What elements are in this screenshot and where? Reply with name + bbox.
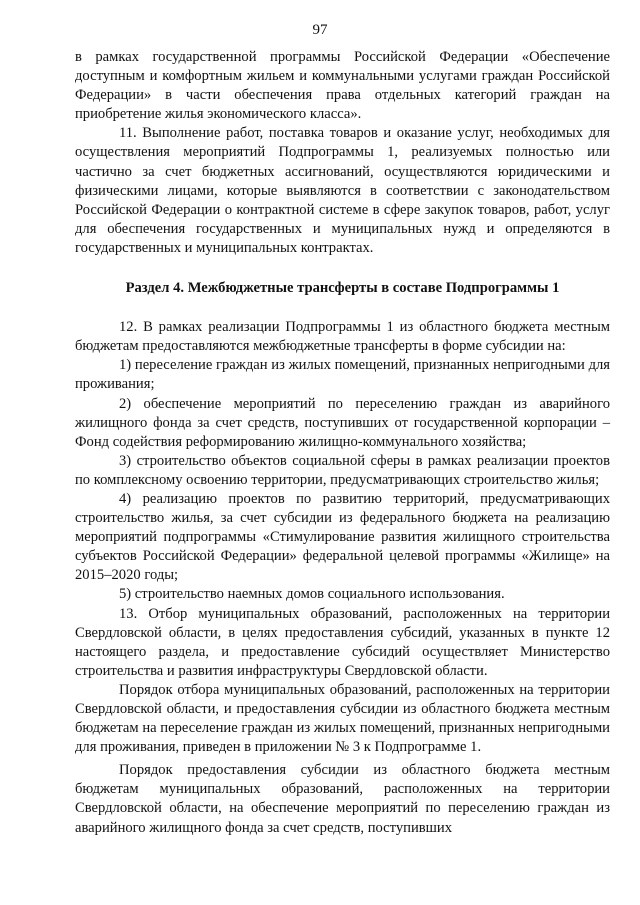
page-number: 97 [312,22,328,38]
paragraph-13: 13. Отбор муниципальных образований, расположенных на территории Свердловской области, в целях предоставления субсидий, указанных в пункте 12 настоящего раздела, и предоставление субсидий осуществляет Министерство строительства и развития инфраструктуры Свердловской области. [75,605,610,679]
list-item-3: 3) строительство объектов социальной сферы в рамках реализации проектов по комплексному освоению территории, предусматривающих строительство жилья; [75,452,610,488]
list-item-4: 4) реализацию проектов по развитию территорий, предусматривающих строительство жилья, за счет субсидии из федерального бюджета на реализацию мероприятий подпрограммы «Стимулирование развития жилищного строительства субъектов Российской Федерации» федеральной целевой программы «Жилище» на 2015–2020 годы; [75,490,610,584]
paragraph-order-selection: Порядок отбора муниципальных образований, расположенных на территории Свердловской области, и предоставления субсидии из областного бюджета местным бюджетам на переселение граждан из жилых помещений, признанных непригодными для проживания, приведен в приложении № 3 к Подпрограмме 1. [75,681,610,756]
document-body [75,48,610,838]
paragraph-11: 11. Выполнение работ, поставка товаров и оказание услуг, необходимых для осуществления мероприятий Подпрограммы 1, реализуемых полностью или частично за счет бюджетных ассигнований, осуществляются юридическими и физическими лицами, которые выявляются в соответствии с законодательством Российской Федерации о контрактной системе в сфере закупок товаров, работ, услуг для обеспечения государственных и муниципальных нужд и определяются в государственных и муниципальных контрактах. [75,125,610,256]
list-item-2: 2) обеспечение мероприятий по переселению граждан из аварийного жилищного фонда за счет средств, поступивших от государственной корпорации – Фонд содействия реформированию жилищно-коммунального хозяйства; [75,395,610,450]
paragraph-12: 12. В рамках реализации Подпрограммы 1 из областного бюджета местным бюджетам предоставляются межбюджетные трансферты в форме субсидии на: [75,319,610,355]
paragraph-continuation: в рамках государственной программы Российской Федерации «Обеспечение доступным и комфортным жильем и коммунальными услугами граждан Российской Федерации» в части обеспечения права отдельных категорий граждан на приобретение жилья экономического класса». [75,49,610,123]
section-heading: Раздел 4. Межбюджетные трансферты в составе Подпрограммы 1 [125,280,560,297]
list-item-1: 1) переселение граждан из жилых помещений, признанных непригодными для проживания; [75,357,610,393]
paragraph-order-subsidy: Порядок предоставления субсидии из областного бюджета местным бюджетам муниципальных образований, расположенных на территории Свердловской области, на обеспечение мероприятий по переселению граждан из аварийного жилищного фонда за счет средств, поступивших [75,762,610,836]
list-item-5: 5) строительство наемных домов социального использования. [119,586,505,603]
